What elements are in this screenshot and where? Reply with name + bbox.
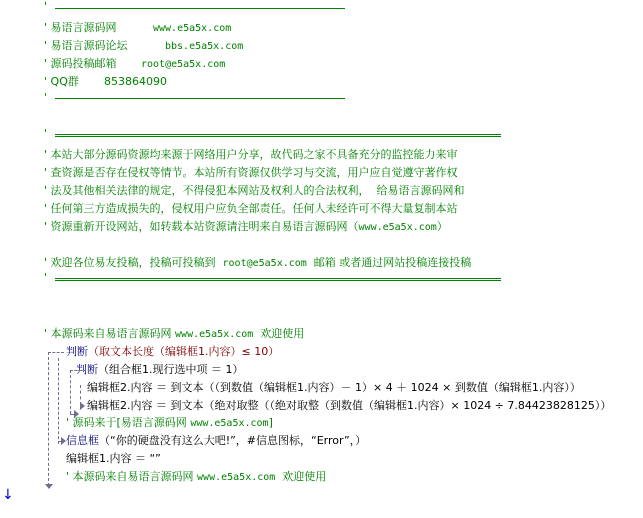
header-line-site-url: www.e5a5x.com: [153, 23, 232, 34]
notice-bottom-rule: [55, 278, 501, 279]
notice-contribute-line: ' 欢迎各位易友投稿，投稿可投稿到 root@e5a5x.com 邮箱 或者通过网站投稿连接投稿: [44, 256, 472, 269]
code-assign-line-1[interactable]: 编辑框2.内容 ＝ 到文本（（到数值（编辑框1.内容）－ 1）× 4 ＋ 1024 × 到数值（编辑框1.内容））: [87, 381, 581, 394]
notice-line-4: ' 任何第三方造成损失的，侵权用户应负全部责任。任何人未经许可不得大量复制本站: [44, 202, 458, 215]
header-line-email: ' 源码投稿邮箱: [44, 57, 117, 70]
flow-arrow-down: [45, 484, 53, 489]
code-msgbox-line[interactable]: 信息框（“你的硬盘没有这么大吧!”，#信息图标，“Error”，）: [66, 434, 367, 447]
code-clear-line[interactable]: 编辑框1.内容 ＝ “”: [66, 452, 161, 465]
flow-guide-nested-vertical: [70, 370, 71, 414]
code-if-statement[interactable]: 判断（取文本长度（编辑框1.内容）≤ 10）: [66, 345, 280, 358]
flow-guide-inner-vertical: [58, 358, 59, 444]
flow-arrow-right: [80, 402, 85, 410]
header-line-email-value: root@e5a5x.com: [141, 59, 226, 70]
flow-guide-nested-top: [70, 370, 86, 371]
flow-guide-outer-vertical: [48, 352, 49, 486]
flow-arrow-right: [61, 437, 66, 445]
header-line-site: ' 易语言源码网: [44, 21, 117, 34]
notice-line-2: ' 查资源是否存在侵权等情节。本站所有资源仅供学习与交流，用户应自觉遵守著作权: [44, 166, 458, 179]
notice-line-1: ' 本站大部分源码资源均来源于网络用户分享，故代码之家不具备充分的监控能力来审: [44, 148, 458, 161]
flow-guide-outer-top: [48, 352, 64, 353]
header-line-qq-value: 853864090: [104, 75, 167, 88]
notice-top-rule: [55, 134, 501, 135]
header-line-forum: ' 易语言源码论坛: [44, 39, 128, 52]
notice-line-5: ' 资源重新开设网站，如转载本站资源请注明来自易语言源码网（www.e5a5x.com）: [44, 220, 448, 233]
cursor-down-arrow-icon: ↓: [2, 487, 14, 503]
code-nested-if-statement[interactable]: 判断（组合框1.现行选中项 ＝ 1）: [76, 363, 244, 376]
header-bottom-rule: [55, 98, 345, 99]
comment-apostrophe: ': [44, 0, 48, 13]
comment-apostrophe: ': [44, 271, 48, 284]
code-assign-line-2[interactable]: 编辑框2.内容 ＝ 到文本（绝对取整（（绝对取整（到数值（编辑框1.内容）× 1024 ÷ 7.84423828125））: [87, 399, 612, 412]
comment-apostrophe: ': [44, 91, 48, 104]
header-line-forum-url: bbs.e5a5x.com: [165, 41, 244, 52]
comment-apostrophe: ': [44, 127, 48, 140]
code-comment-line-1[interactable]: ' 本源码来自易语言源码网 www.e5a5x.com 欢迎使用: [44, 327, 305, 340]
header-line-qq: ' QQ群: [44, 75, 79, 88]
header-top-rule: [55, 8, 345, 9]
notice-line-3: ' 法及其他相关法律的规定，不得侵犯本网站及权利人的合法权利， 给易语言源码网和: [44, 184, 465, 197]
code-comment-line-3[interactable]: ' 本源码来自易语言源码网 www.e5a5x.com 欢迎使用: [66, 470, 327, 483]
code-comment-line-2[interactable]: ' 源码来于[易语言源码网 www.e5a5x.com]: [66, 416, 273, 429]
flow-arrow-right: [74, 410, 79, 418]
